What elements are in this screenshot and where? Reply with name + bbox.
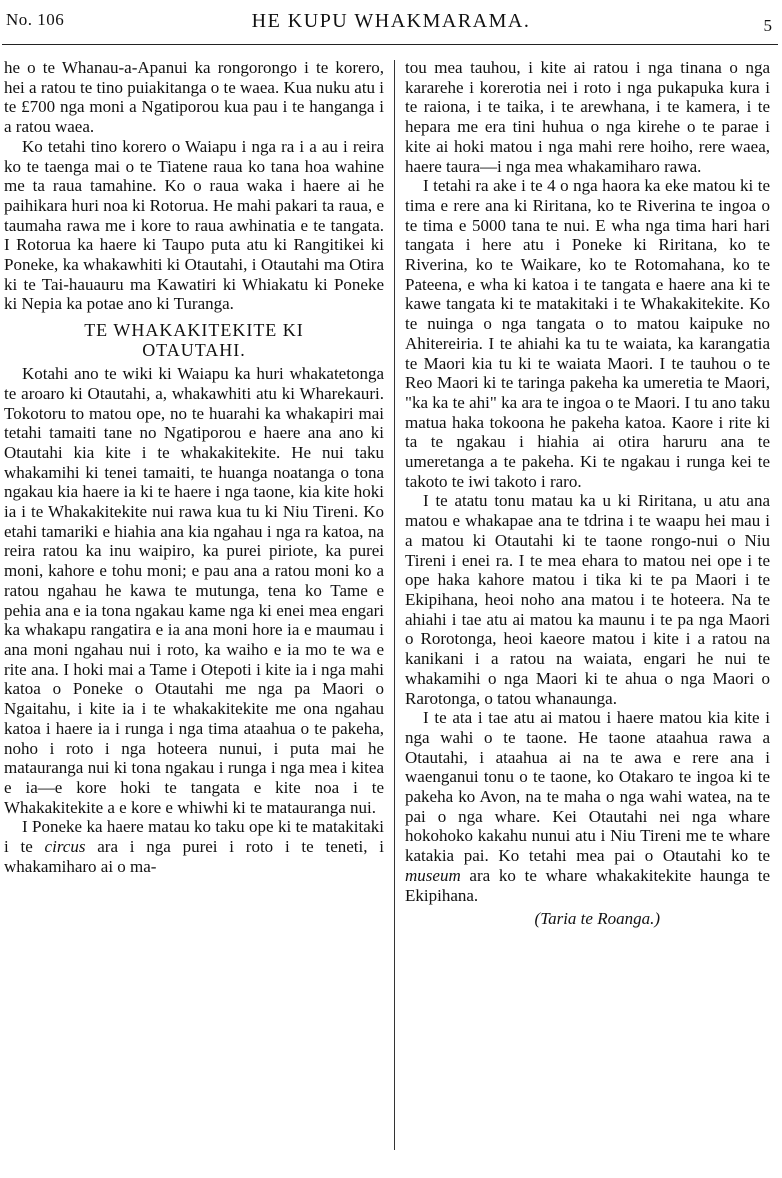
column-divider: [394, 60, 395, 1150]
paragraph-cyclists: Ko tetahi tino korero o Waiapu i nga ra i a au i reira ko te taenga mai o te Tiatene raua ko tana hoa wahine me ta raua tamahine. Ko o raua waka i haere ai he paihikara huri noa ki Rotorua. He mahi pakari ta raua, e taumaha rawa me i kore to raua awhinatia e te tangata. I Rotorua ka haere ki Taupo puta atu ki Rangitikei ki Poneke, ka whakawhiti ki Otautahi, i Otautahi ma Otira ki te Tai-hauauru ma Kawatiri ki Whiakatu ki Poneke ki Nepia ka potae ano ki Turanga.: [4, 136, 384, 314]
paragraph-circus-end: ara i nga purei i roto i te teneti, i whakamiharo ai o ma-: [4, 837, 384, 876]
issue-number: No. 106: [6, 10, 65, 29]
left-column: [4, 58, 384, 876]
section-heading-line1: TE WHAKAKITEKITE KI: [84, 320, 304, 341]
paragraph-telegraph: he o te Whanau-a-Apanui ka rongorongo i te korero, hei a ratou te tino puiakitanga o te waea. Kua nuku atu i te £700 nga moni a Ngatiporou kua pau i te hanganga i a ratou waea.: [4, 58, 385, 137]
section-heading: [4, 320, 384, 360]
italic-word-museum: museum: [405, 865, 461, 885]
paragraph-circus: [4, 817, 384, 876]
italic-word-circus: circus: [44, 837, 86, 857]
page-title: HE KUPU WHAKMARAMA.: [251, 10, 531, 32]
paragraph-city: [405, 708, 770, 905]
paragraph-city-end: ara ko te whare whakakitekite haunga te Ekipihana.: [405, 865, 770, 905]
section-heading-line2: OTAUTAHI.: [142, 340, 246, 361]
paragraph-animals: tou mea tauhou, i kite ai ratou i nga tinana o nga kararehe i korerotia nei i roto i nga pukapuka kura i te raiona, i te taika, i te arewhana, i te kamera, i te hepara me era tini huhua o nga kirehe o te parae i kite ai hoki matou i nga mahi rere hoiho, rere waea, haere taura—i nga mea whakamiharo rawa.: [405, 58, 770, 176]
continued-note: (Taria te Roanga.): [534, 909, 660, 929]
paragraph-journey: Kotahi ano te wiki ki Waiapu ka huri whakatetonga te aroaro ki Otautahi, a, whakawhiti atu ki Wharekauri. Tokotoru to matou ope, no te huarahi ka whakapiri mai tetahi tamaiti tane no Ngatiporou e haere ana ano ki Otautahi kia kite i te whakakitekite. He nui taku whakamihi ki tenei tamaiti, te huanga noatanga o tona ngakau kia haere ia ki te haere i nga taone, kia kite hoki ia i te Whakakitekite nui rawa kua tu ki Niu Tireni. Ko etahi tamariki e hiahia ana kia ngahau i nga ra katoa, na reira ratou ka inu waipiro, ka purei piriote, ka purei moni, kahore e tohu moni; e pau ana a ratou moni ko a ratou ngahau he kawa te mutunga, tena ko Tame e pehia ana e ia tona ngakau kame nga ki enei mea engari ka whakapu rangatira e ia ana moni hore ia e maumau i ana moni ngahau nui i roto, ka waiho e ia mo te wa e rite ana. I hoki mai a Tame i Otepoti i kite ia i nga mahi katoa o Poneke o Otautahi me nga pa Maori o Ngaitahu, i kite ia i te whakakitekite me ona ngahau katoa i haere ia i runga i nga tima ataahua o te pakeha, noho i roto i nga hoteera nunui, i puta mai he matauranga nui ki tona ngakau i runga i nga mea i kitea e ia—e kore hoki te tangata e kite noa i te Whakakitekite a e kore e whiwhi ki te matauranga nui.: [4, 364, 384, 817]
paragraph-circus-start: I Poneke ka haere matau ko taku ope ki te matakitaki i te: [4, 817, 384, 857]
header-rule: [2, 44, 778, 45]
paragraph-arrival: I te atatu tonu matau ka u ki Riritana, u atu ana matou e whakapae ana te tdrina i te waapu hei mau i a matou ki Otautahi ki te taone rongo-nui o Niu Tireni i enei ra. I te mea ehara to matou nei ope i te ope haka kahore matou i tika ki te pa Maori i te Ekipihana, heoi noho ana matou i te hoteera. Na te ahiahi i tae atu ai matou ka maunu i te pa nga Maori o Rorotonga, heoi kaeore matou i kite i a ratou na kanikani i a ratou na waiata, engari he nui te whakamihi o nga Maori ki te ahua o nga Maori o Rarotonga, o tatou whanaunga.: [405, 491, 770, 708]
page-header: [0, 0, 782, 44]
page-number: 5: [763, 16, 772, 35]
paragraph-steamer: I tetahi ra ake i te 4 o nga haora ka eke matou ki te tima e rere ana ki Riritana, ko te Riverina te ingoa o te tima e 5000 tana te nui. E wha nga tima hari hari tangata i here atu i Poneke ki Riritana, ko te Riverina, ko te Waikare, ko te Rotomahana, ko te Pateena, e wha ki katoa i te tangata e haere ana ki te kawe tangata ki te matakitaki i te Whakakitekite. Ko te nuinga o nga tangata o to matou kaipuke no Ahitereiria. I te ahiahi ka tu te waiata, ka karangatia te Maori kia tu ki te waiata Maori. I te tauhou o te Reo Maori ki te taringa pakeha ka umeretia te Maori, "ka ka te ahi" ka ara te ingoa o te Maori. I tu ano taku matua haka tokoona he pakeha katoa. Kaore i rite ki ta te ngakau i hiahia ai otira haruru ana te umeretanga a te pakeha. Ki te ngakau i runga kei te takoto te iwi takoto i raro.: [405, 176, 770, 491]
right-column: [405, 58, 770, 929]
paragraph-city-start: I te ata i tae atu ai matou i haere matou kia kite i nga wahi o te taone. He taone ataahua rawa a Otautahi, i ataahua ai na te awa e rere ana i waenganui tonu o te taone, ko Otakaro te ingoa ki te pakeha ko Avon, na te maha o nga wahi watea, na te pai o nga whare. Kei Otautahi nei nga whare hokohoko kakahu nunui atu i Niu Tireni me te whare katakia pai. Ko tetahi mea pai o Otautahi ko te: [405, 708, 770, 866]
